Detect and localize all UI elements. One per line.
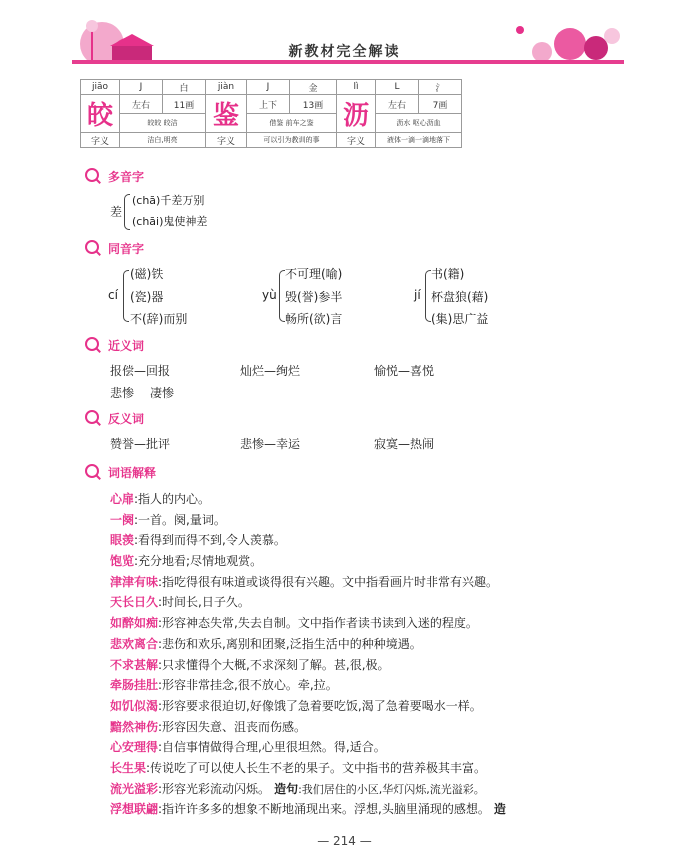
homophone-word: 畅所(欲)言	[285, 312, 343, 326]
homophone-word: 杯盘狼(藉)	[431, 290, 489, 304]
section-title: 近义词	[108, 338, 145, 353]
section-polyphone-header	[84, 165, 144, 187]
structure-cell: 上下	[247, 95, 290, 114]
glossary-item	[110, 634, 615, 655]
glossary-item	[110, 510, 615, 531]
homophone-word: (瓷)器	[130, 290, 164, 304]
homophone-pinyin: yù	[262, 288, 277, 302]
glossary-definition: :悲伤和欢乐,离别和团聚,泛指生活中的种种境遇。	[158, 636, 422, 651]
meaning-label: 字义	[206, 133, 247, 148]
section-title: 词语解释	[108, 465, 157, 480]
pinyin-cell: lì	[337, 80, 376, 95]
strokes-cell: 13画	[290, 95, 337, 114]
antonym-pair: 寂寞—热闹	[374, 437, 435, 451]
glossary-definition: :指许许多多的想象不断地涌现出来。浮想,头脑里涌现的感想。	[158, 802, 490, 817]
structure-cell: 左右	[120, 95, 163, 114]
glossary-item	[110, 675, 615, 696]
glossary-definition: :形容神态失常,失去自制。文中指作者读书读到入迷的程度。	[158, 616, 478, 631]
glossary-item	[110, 613, 615, 634]
page-number: — 214 —	[317, 834, 372, 848]
glossary-item	[110, 758, 615, 779]
glossary-definition: :一首。阕,量词。	[134, 512, 226, 527]
main-character: 鉴	[206, 95, 247, 133]
homophone-pinyin: jí	[414, 288, 421, 302]
polyphone-char: 差	[110, 205, 123, 219]
glossary-list	[110, 489, 615, 820]
main-character: 沥	[337, 95, 376, 133]
meaning-cell: 可以引为教训的事	[247, 133, 337, 148]
section-title: 多音字	[108, 169, 145, 184]
glossary-item	[110, 592, 615, 613]
pinyin-cell: jiàn	[206, 80, 247, 95]
component-cell: 金	[290, 80, 337, 95]
glossary-term: 天长日久	[110, 595, 159, 610]
words-cell: 沥水 呕心沥血	[376, 114, 462, 133]
glossary-item	[110, 737, 615, 758]
glossary-item	[110, 655, 615, 676]
component-cell: 白	[163, 80, 206, 95]
glossary-term: 如饥似渴	[110, 698, 159, 713]
glossary-item	[110, 572, 615, 593]
words-cell: 皎皎 皎洁	[120, 114, 206, 133]
glossary-definition: :形容非常挂念,很不放心。牵,拉。	[158, 678, 338, 693]
homophone-pinyin: cí	[108, 288, 118, 302]
example-sentence: :我们居住的小区,华灯闪烁,流光溢彩。	[298, 782, 485, 796]
meaning-cell: 液体一滴一滴地落下	[376, 133, 462, 148]
section-title: 反义词	[108, 411, 145, 426]
antonym-pair: 悲惨—幸运	[240, 437, 301, 451]
magnifier-icon	[84, 463, 102, 481]
glossary-definition: :形容要求很迫切,好像饿了急着要吃饭,渴了急着要喝水一样。	[158, 698, 482, 713]
character-table	[80, 79, 462, 148]
glossary-item	[110, 696, 615, 717]
section-title: 同音字	[108, 241, 145, 256]
section-antonym-header	[84, 407, 144, 429]
radical-cell: J	[120, 80, 163, 95]
meaning-cell: 洁白,明亮	[120, 133, 206, 148]
homophone-word: 毁(誉)参半	[285, 290, 343, 304]
main-character: 皎	[81, 95, 120, 133]
component-cell: 氵	[419, 80, 462, 95]
antonym-pair: 赞誉—批评	[110, 437, 171, 451]
strokes-cell: 11画	[163, 95, 206, 114]
homophone-word: (集)思广益	[431, 312, 489, 326]
table-row	[81, 80, 462, 95]
glossary-term: 不求甚解	[110, 657, 159, 672]
glossary-term: 一阕	[110, 512, 135, 527]
homophone-word: 不可理(喻)	[285, 267, 343, 281]
table-row	[81, 95, 462, 114]
words-cell: 借鉴 前车之鉴	[247, 114, 337, 133]
section-homophone-header	[84, 237, 144, 259]
glossary-definition: :充分地看;尽情地观赏。	[134, 554, 263, 569]
glossary-item	[110, 799, 615, 820]
meaning-label: 字义	[81, 133, 120, 148]
glossary-definition: :形容因失意、沮丧而伤感。	[158, 719, 307, 734]
glossary-term: 浮想联翩	[110, 802, 159, 817]
strokes-cell: 7画	[419, 95, 462, 114]
glossary-term: 眼羡	[110, 533, 135, 548]
glossary-item	[110, 779, 615, 800]
synonym-pair: 愉悦—喜悦	[374, 364, 435, 378]
homophone-word: 书(籍)	[431, 267, 465, 281]
meaning-label: 字义	[337, 133, 376, 148]
bracket	[123, 270, 129, 322]
glossary-definition: :传说吃了可以使人长生不老的果子。文中指书的营养极其丰富。	[146, 760, 487, 775]
glossary-term: 如醉如痴	[110, 616, 159, 631]
continuation-label: 造	[493, 802, 506, 817]
glossary-term: 长生果	[110, 760, 147, 775]
polyphone-reading: (chā)千差万别	[132, 194, 205, 207]
glossary-term: 流光溢彩	[110, 781, 159, 796]
table-row	[81, 114, 462, 133]
synonym-pair: 悲惨	[110, 386, 135, 400]
glossary-item	[110, 717, 615, 738]
synonym-pair: 报偿—回报	[110, 364, 171, 378]
section-glossary-header	[84, 461, 156, 483]
glossary-term: 饱览	[110, 554, 135, 569]
synonym-pair: 凄惨	[150, 386, 175, 400]
table-row	[81, 133, 462, 148]
glossary-term: 心扉	[110, 492, 135, 506]
glossary-item	[110, 530, 615, 551]
glossary-term: 津津有味	[110, 574, 159, 589]
radical-cell: L	[376, 80, 419, 95]
magnifier-icon	[84, 239, 102, 257]
header-title: 新教材完全解读	[288, 44, 401, 60]
glossary-definition: :看得到而得不到,令人羡慕。	[134, 533, 286, 548]
glossary-definition: :指吃得很有味道或谈得很有兴趣。文中指看画片时非常有兴趣。	[158, 574, 499, 589]
glossary-definition: :指人的内心。	[134, 492, 211, 506]
polyphone-reading: (chāi)鬼使神差	[132, 215, 208, 228]
example-label: 造句	[274, 781, 299, 796]
glossary-definition: :时间长,日子久。	[158, 595, 250, 610]
magnifier-icon	[84, 409, 102, 427]
radical-cell: J	[247, 80, 290, 95]
glossary-term: 心安理得	[110, 740, 159, 755]
pinyin-cell: jiāo	[81, 80, 120, 95]
glossary-item	[110, 551, 615, 572]
homophone-word: (磁)铁	[130, 267, 164, 281]
glossary-term: 牵肠挂肚	[110, 678, 159, 693]
glossary-definition: :形容光彩流动闪烁。	[158, 781, 271, 796]
glossary-definition: :只求懂得个大概,不求深刻了解。甚,很,极。	[158, 657, 390, 672]
glossary-term: 黯然神伤	[110, 719, 159, 734]
homophone-word: 不(辞)而别	[130, 312, 188, 326]
glossary-item	[110, 489, 615, 510]
magnifier-icon	[84, 167, 102, 185]
glossary-definition: :自信事情做得合理,心里很坦然。得,适合。	[158, 740, 386, 755]
magnifier-icon	[84, 336, 102, 354]
structure-cell: 左右	[376, 95, 419, 114]
section-synonym-header	[84, 334, 144, 356]
synonym-pair: 灿烂—绚烂	[240, 364, 301, 378]
glossary-term: 悲欢离合	[110, 636, 159, 651]
bracket	[124, 194, 130, 230]
